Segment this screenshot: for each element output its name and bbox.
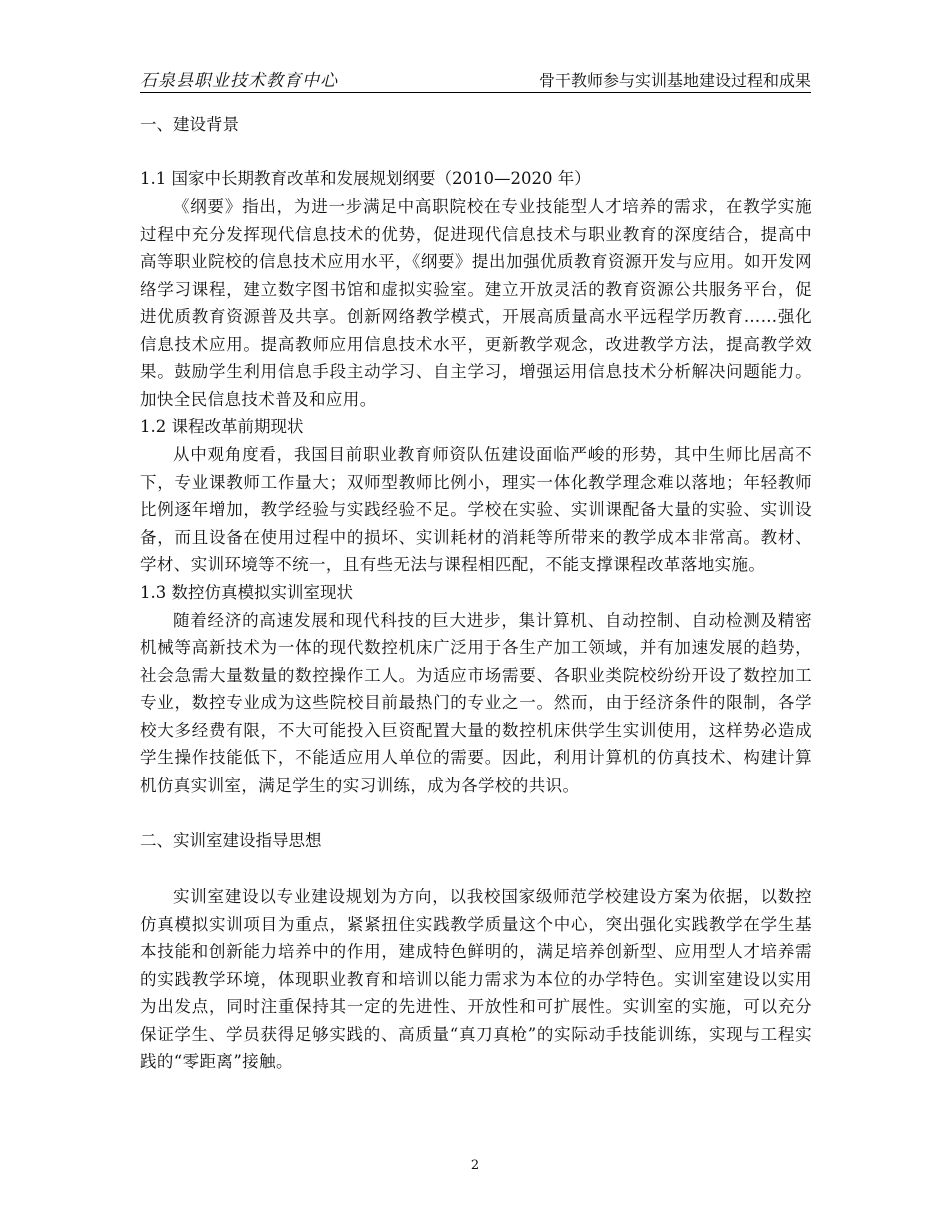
section-2-paragraph: 实训室建设以专业建设规划为方向，以我校国家级师范学校建设方案为依据，以数控仿真模拟实训项目为重点，紧紧扭住实践教学质量这个中心，突出强化实践教学在学生基本技能和创新能力培养中的作用，建成特色鲜明的，满足培养创新型、应用型人才培养需的实践教学环境，体现职业教育和培训以能力需求为本位的办学特色。实训室建设以实用为出发点，同时注重保持其一定的先进性、开放性和可扩展性。实训室的实施，可以充分保证学生、学员获得足够实践的、高质量“真刀真枪”的实际动手技能训练，实现与工程实践的“零距离”接触。: [140, 887, 812, 1071]
section-1-2-heading: 1.2 课程改革前期现状: [140, 417, 304, 436]
section-1-3-heading: 1.3 数控仿真模拟实训室现状: [140, 582, 353, 602]
page-number: 2: [470, 1158, 480, 1173]
section-2-heading: 二、实训室建设指导思想: [140, 831, 322, 850]
header-document-title: 骨干教师参与实训基地建设过程和成果: [538, 71, 811, 90]
document-body: [140, 111, 812, 1076]
section-1-1-paragraph: 《纲要》指出，为进一步满足中高职院校在专业技能型人才培养的需求，在教学实施过程中充分发挥现代信息技术的优势，促进现代信息技术与职业教育的深度结合，提高中高等职业院校的信息技术应用水平，《纲要》提出加强优质教育资源开发与应用。如开发网络学习课程，建立数字图书馆和虚拟实验室。建立开放灵活的教育资源公共服务平台，促进优质教育资源普及共享。创新网络教学模式，开展高质量高水平远程学历教育……强化信息技术应用。提高教师应用信息技术水平，更新教学观念，改进教学方法，提高教学效果。鼓励学生利用信息手段主动学习、自主学习，增强运用信息技术分析解决问题能力。加快全民信息技术普及和应用。: [140, 197, 812, 409]
section-1-3-paragraph: 随着经济的高速发展和现代科技的巨大进步，集计算机、自动控制、自动检测及精密机械等高新技术为一体的现代数控机床广泛用于各生产加工领域，并有加速发展的趋势，社会急需大量数量的数控操作工人。为适应市场需要、各职业类院校纷纷开设了数控加工专业，数控专业成为这些院校目前最热门的专业之一。然而，由于经济条件的限制，各学校大多经费有限，不大可能投入巨资配置大量的数控机床供学生实训使用，这样势必造成学生操作技能低下，不能适应用人单位的需要。因此，利用计算机的仿真技术、构建计算机仿真实训室，满足学生的实习训练，成为各学校的共识。: [140, 610, 812, 795]
section-1-1-heading: 1.1 国家中长期教育改革和发展规划纲要（2010—2020 年）: [140, 169, 591, 188]
section-1-heading: 一、建设背景: [140, 115, 239, 134]
section-1-2-paragraph: 从中观角度看，我国目前职业教育师资队伍建设面临严峻的形势，其中生师比居高不下，专业课教师工作量大；双师型教师比例小，理实一体化教学理念难以落地；年轻教师比例逐年增加，教学经验与实践经验不足。学校在实验、实训课配备大量的实验、实训设备，而且设备在使用过程中的损坏、实训耗材的消耗等所带来的教学成本非常高。教材、学材、实训环境等不统一，且有些无法与课程相匹配，不能支撑课程改革落地实施。: [140, 445, 812, 574]
header-school-name: 石泉县职业技术教育中心: [140, 71, 338, 91]
page-header: [140, 66, 811, 93]
